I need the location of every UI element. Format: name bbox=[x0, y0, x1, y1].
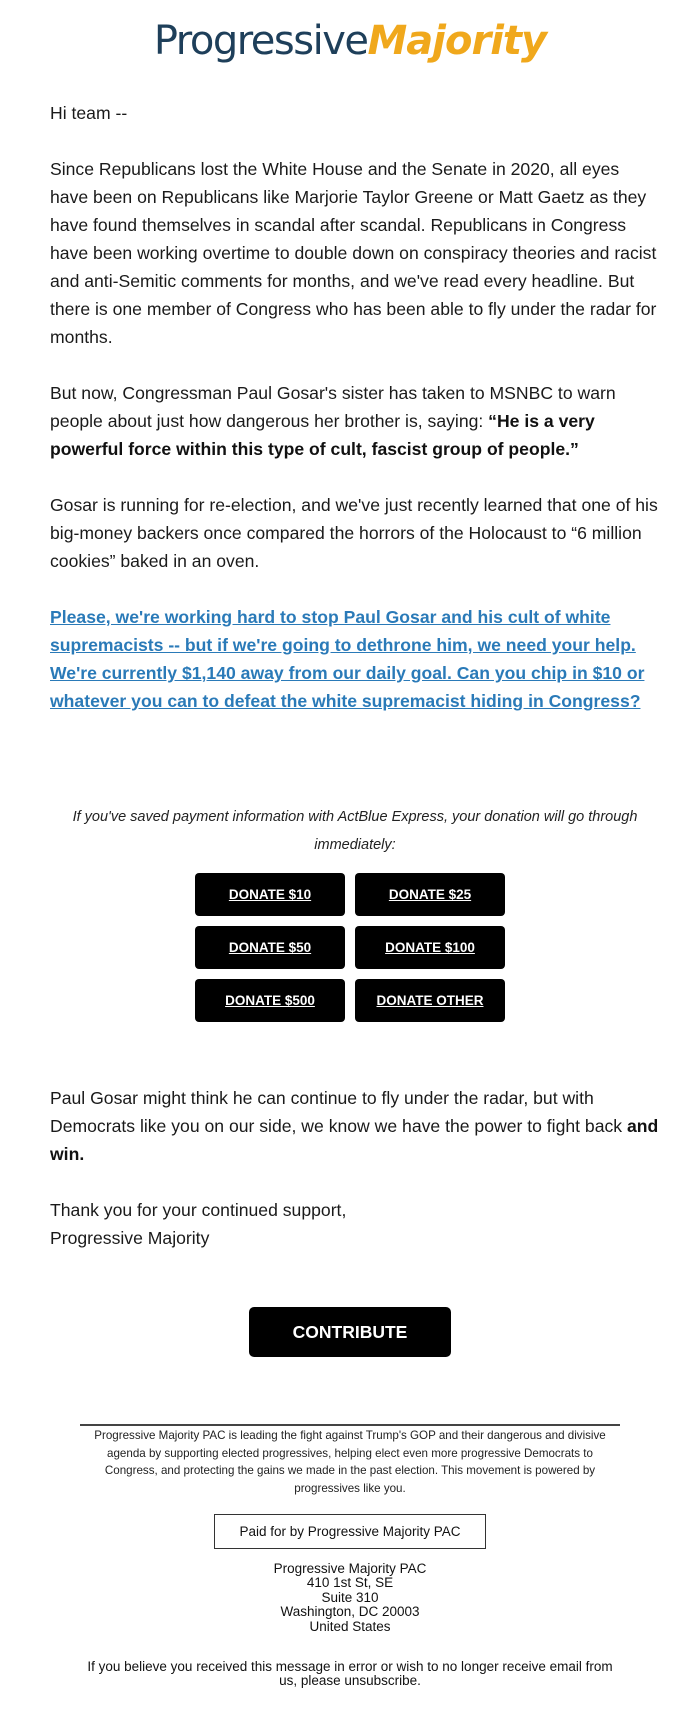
paid-for-box: Paid for by Progressive Majority PAC bbox=[214, 1514, 486, 1549]
unsubscribe-text[interactable]: If you believe you received this message in error or wish to no longer receive email from us, please unsubscribe. bbox=[87, 1659, 613, 1689]
paragraph-intro bbox=[50, 155, 660, 351]
progressive-majority-logo bbox=[0, 16, 700, 66]
donate-25-button[interactable]: DONATE $25 bbox=[355, 873, 505, 916]
donate-500-button[interactable]: DONATE $500 bbox=[195, 979, 345, 1022]
footer-divider bbox=[80, 1424, 620, 1426]
address-line: United States bbox=[309, 1618, 391, 1634]
greeting bbox=[50, 99, 660, 127]
paragraph-sister-text: But now, Congressman Paul Gosar's sister has taken to MSNBC to warn people about just how dangerous her brother is, saying: bbox=[50, 383, 616, 431]
donate-other-button[interactable]: DONATE OTHER bbox=[355, 979, 505, 1022]
greeting-text: Hi team -- bbox=[50, 103, 128, 123]
closing-bold: and win. bbox=[50, 1116, 659, 1164]
thanks-line: Thank you for your continued support, bbox=[50, 1200, 347, 1220]
paragraph-reelection-text: Gosar is running for re-election, and we've just recently learned that one of his big-money backers once compared the horrors of the Holocaust to “6 million cookies” baked in an oven. bbox=[50, 495, 658, 571]
donate-100-button[interactable]: DONATE $100 bbox=[355, 926, 505, 969]
address-line: Progressive Majority PAC bbox=[273, 1561, 427, 1576]
signature: Progressive Majority bbox=[50, 1228, 210, 1248]
sign-off bbox=[50, 1196, 660, 1252]
cta-paragraph bbox=[50, 603, 660, 715]
address-line: 410 1st St, SE bbox=[306, 1575, 394, 1591]
address-line: Suite 310 bbox=[321, 1589, 379, 1605]
paragraph-intro-text: Since Republicans lost the White House and the Senate in 2020, all eyes have been on Republicans like Marjorie Taylor Greene or Matt Gaetz as they have found themselves in scandal after scandal. Republicans in Congress have been working overtime to double down on conspiracy theories and racist and anti-Semitic comments for months, and we've read every headline. But there is one member of Congress who has been able to fly under the radar for months. bbox=[50, 159, 657, 347]
actblue-express-note: If you've saved payment information with ActBlue Express, your donation will go through immediately: bbox=[72, 809, 638, 853]
mailing-address bbox=[0, 1562, 700, 1634]
logo-majority: Majority bbox=[367, 18, 547, 64]
paragraph-sister-quote bbox=[50, 379, 660, 463]
cta-donate-link[interactable]: Please, we're working hard to stop Paul Gosar and his cult of white supremacists -- but if we're going to dethrone him, we need your help. We're currently $1,140 away from our daily goal. Can you chip in $10 or whatever you can to defeat the white supremacist hiding in Congress? bbox=[50, 607, 645, 711]
paragraph-closing bbox=[50, 1084, 660, 1168]
address-line: Washington, DC 20003 bbox=[280, 1604, 420, 1620]
paragraph-reelection bbox=[50, 491, 660, 575]
sister-quote: “He is a very powerful force within this type of cult, fascist group of people.” bbox=[50, 411, 595, 459]
donate-50-button[interactable]: DONATE $50 bbox=[195, 926, 345, 969]
logo-progressive: Progressive bbox=[153, 18, 368, 64]
contribute-button[interactable]: CONTRIBUTE bbox=[249, 1307, 451, 1357]
donate-10-button[interactable]: DONATE $10 bbox=[195, 873, 345, 916]
paragraph-closing-text: Paul Gosar might think he can continue to fly under the radar, but with Democrats like you on our side, we know we have the power to fight back bbox=[50, 1088, 627, 1136]
footer-blurb: Progressive Majority PAC is leading the fight against Trump's GOP and their dangerous and divisive agenda by supporting elected progressives, helping elect even more progressive Democrats to Congress, and protecting the gains we made in the past election. This movement is powered by progressives like you. bbox=[94, 1429, 606, 1495]
